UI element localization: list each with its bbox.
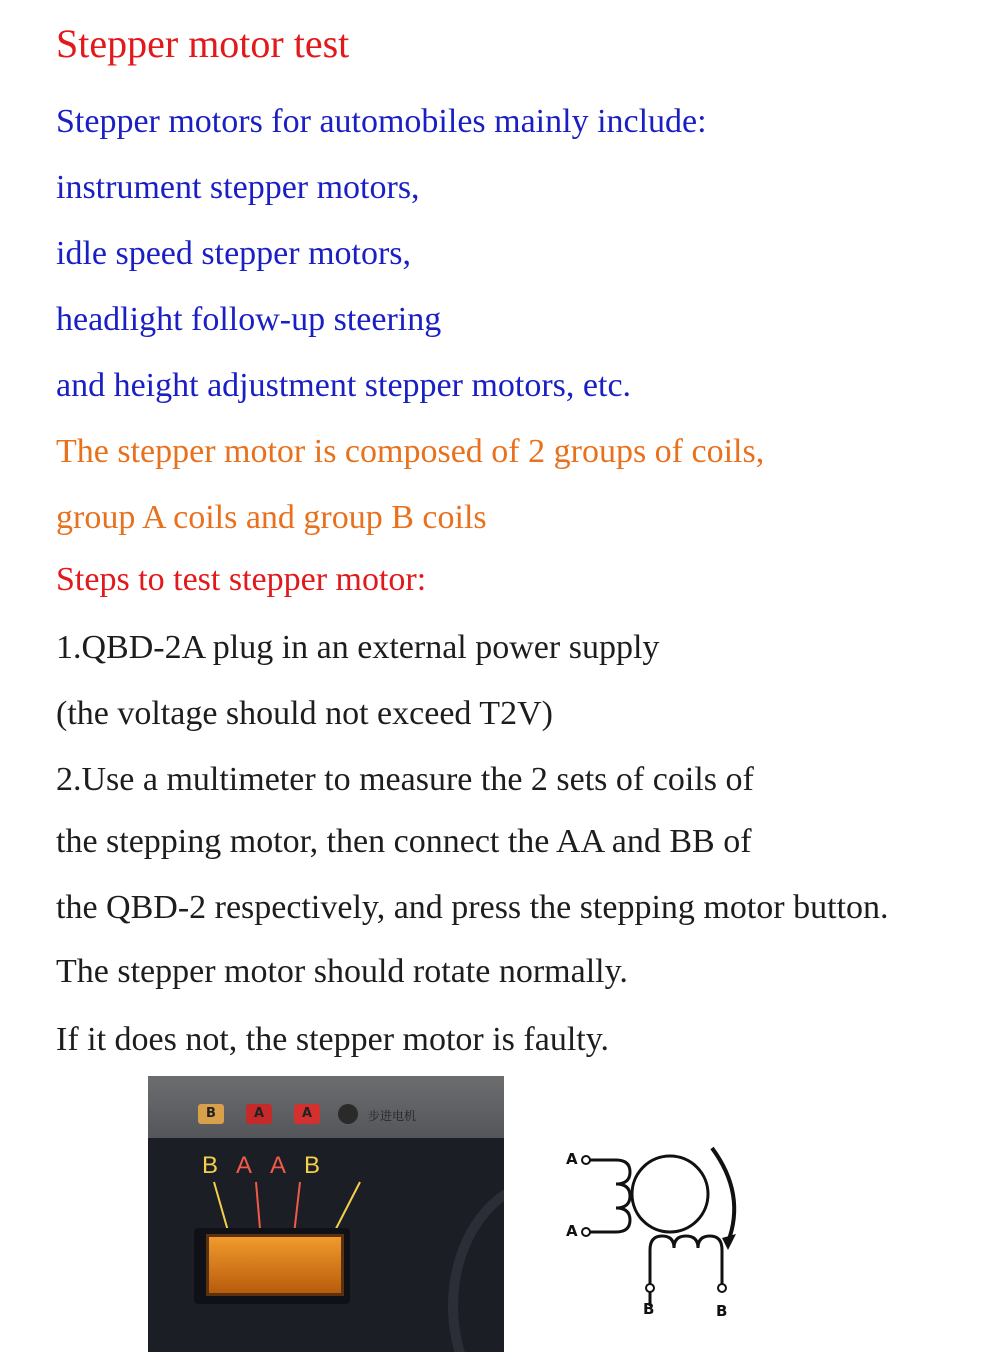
pin-label: A [270, 1152, 287, 1179]
panel-label: 步进电机 [368, 1109, 417, 1123]
step-line: The stepper motor should rotate normally. [56, 953, 628, 990]
terminal-a [582, 1228, 590, 1236]
button-a: A [294, 1104, 320, 1124]
rotation-arrow [712, 1148, 734, 1242]
stepper-motor-diagram [560, 1138, 750, 1328]
orange-plug [206, 1234, 344, 1296]
step-line: 1.QBD-2A plug in an external power supply [56, 629, 660, 666]
pin-label: B [202, 1152, 219, 1179]
terminal-b [646, 1284, 654, 1292]
terminal-a [582, 1156, 590, 1164]
intro-line: instrument stepper motors, [56, 169, 420, 206]
composition-line: The stepper motor is composed of 2 groups of coils, [56, 433, 765, 470]
page-title: Stepper motor test [56, 21, 350, 66]
step-line: 2.Use a multimeter to measure the 2 sets of coils of [56, 761, 754, 798]
button-a: A [246, 1104, 272, 1124]
device-photo [148, 1076, 504, 1352]
pin-label: A [236, 1152, 253, 1179]
button-b: B [198, 1104, 224, 1124]
coil-b [650, 1236, 722, 1306]
step-line: the stepping motor, then connect the AA and BB of [56, 823, 752, 860]
step-line: If it does not, the stepper motor is faulty. [56, 1021, 610, 1058]
intro-line: headlight follow-up steering [56, 301, 442, 338]
terminal-label-b1: B [643, 1300, 655, 1318]
terminal-b [718, 1284, 726, 1292]
pin-label: B [304, 1152, 321, 1179]
terminal-label-a1: A [566, 1150, 578, 1168]
coil-a [586, 1160, 630, 1232]
composition-line: group A coils and group B coils [56, 499, 487, 536]
terminal-label-a2: A [566, 1222, 578, 1240]
steps-heading: Steps to test stepper motor: [56, 561, 427, 598]
rotation-arrowhead [722, 1234, 736, 1250]
pin-leader-lines [148, 1076, 504, 1352]
step-line: (the voltage should not exceed T2V) [56, 695, 553, 732]
terminal-label-b2: B [716, 1302, 728, 1320]
step-line: the QBD-2 respectively, and press the stepping motor button. [56, 889, 889, 926]
rotor-circle [632, 1156, 708, 1232]
intro-line: idle speed stepper motors, [56, 235, 412, 272]
intro-line: Stepper motors for automobiles mainly include: [56, 103, 707, 140]
intro-line: and height adjustment stepper motors, etc. [56, 367, 632, 404]
